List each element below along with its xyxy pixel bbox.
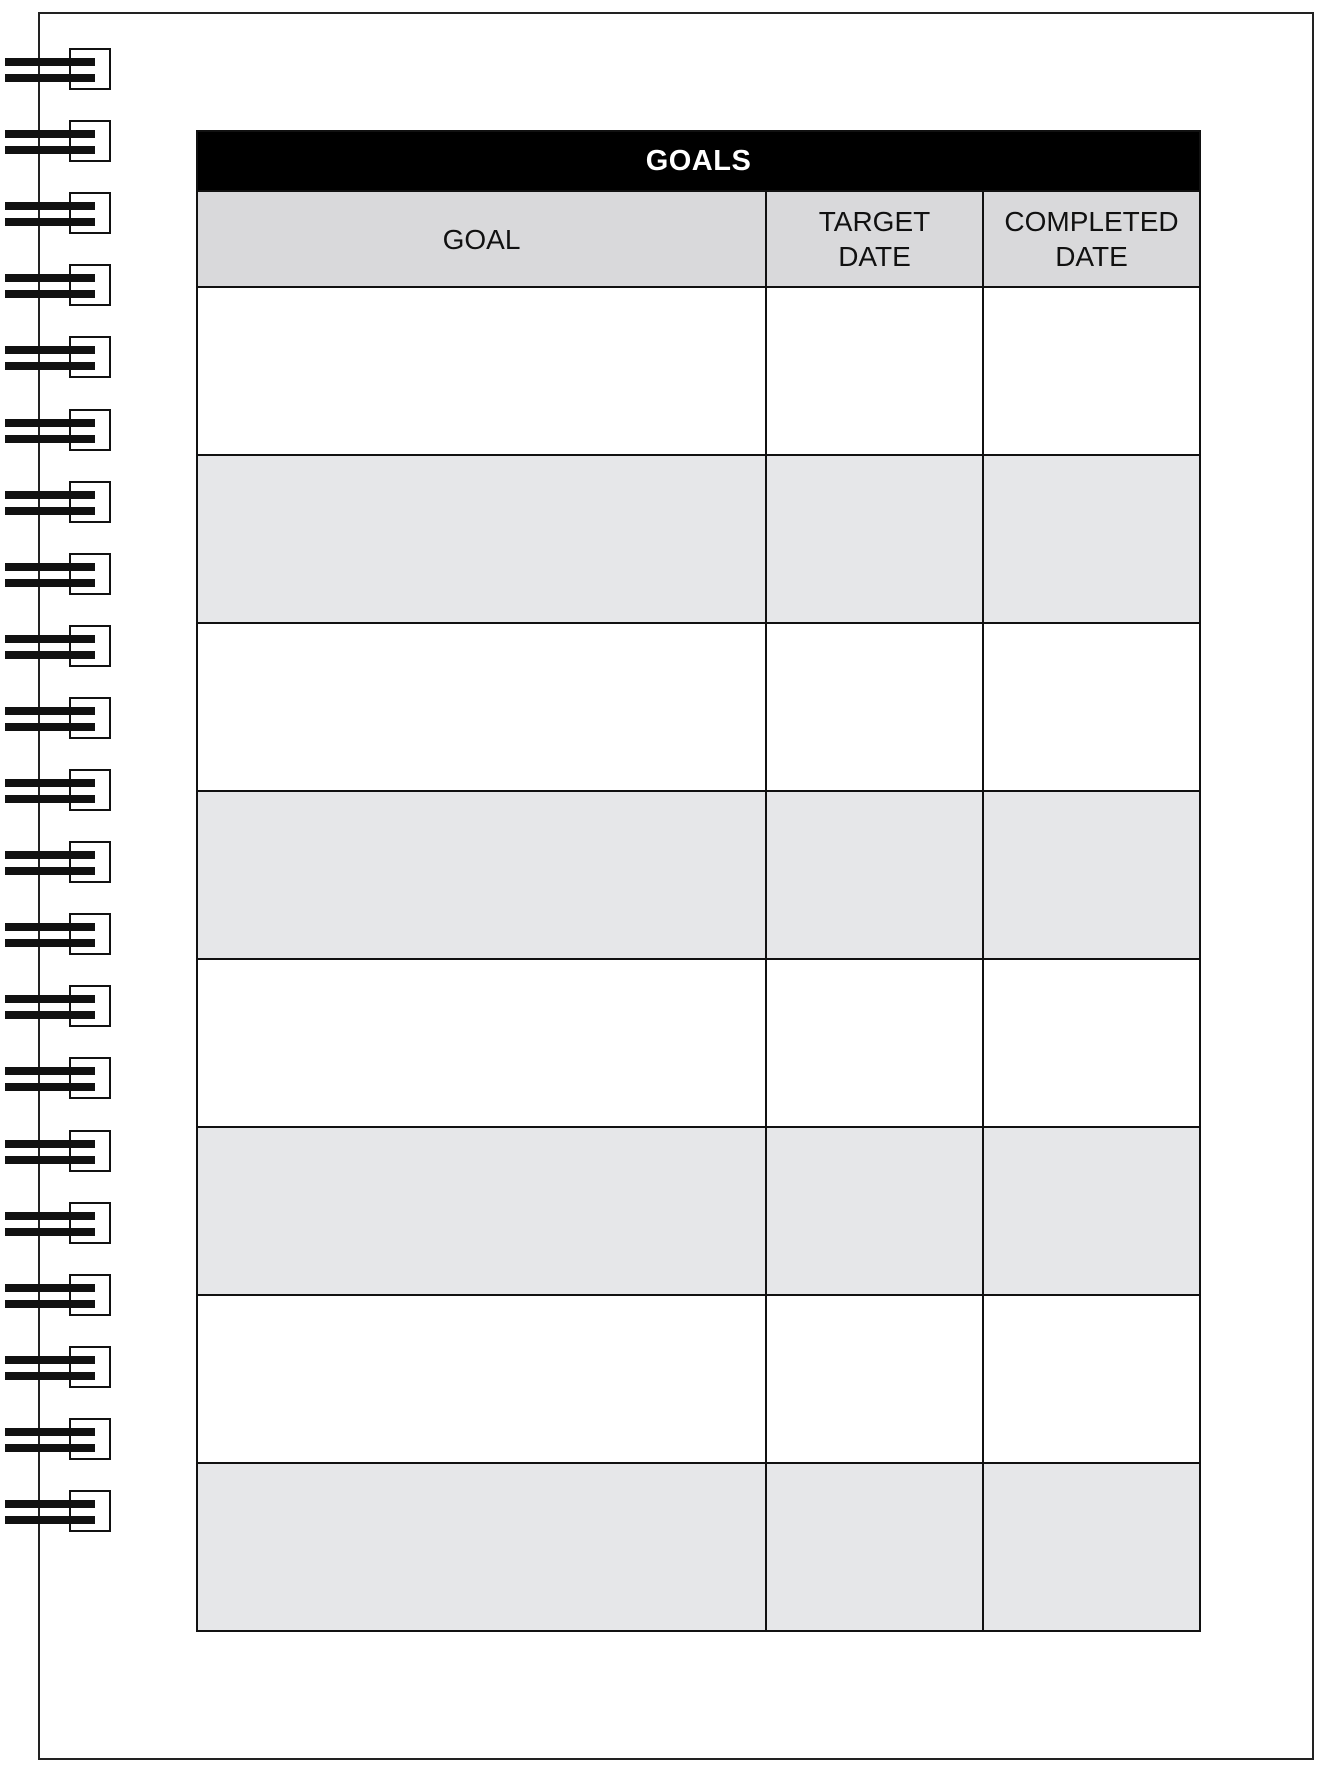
binding-hole	[69, 1418, 111, 1460]
spiral-wire	[5, 1516, 95, 1524]
spiral-wire	[5, 1444, 95, 1452]
spiral-wire	[5, 923, 95, 931]
spiral-ring	[0, 697, 116, 743]
binding-hole	[69, 1274, 111, 1316]
spiral-binding	[0, 0, 120, 1772]
spiral-ring	[0, 553, 116, 599]
table-title-row	[197, 131, 1200, 191]
target-date-cell[interactable]	[766, 287, 983, 455]
table-body	[197, 287, 1200, 1631]
spiral-wire	[5, 1356, 95, 1364]
spiral-wire	[5, 1156, 95, 1164]
binding-hole	[69, 48, 111, 90]
spiral-wire	[5, 939, 95, 947]
completed-date-cell[interactable]	[983, 1463, 1200, 1631]
target-date-cell[interactable]	[766, 959, 983, 1127]
spiral-ring	[0, 264, 116, 310]
spiral-wire	[5, 1067, 95, 1075]
table-title: GOALS	[197, 131, 1200, 191]
spiral-wire	[5, 362, 95, 370]
spiral-ring	[0, 336, 116, 382]
spiral-wire	[5, 1011, 95, 1019]
spiral-wire	[5, 1284, 95, 1292]
spiral-ring	[0, 409, 116, 455]
spiral-ring	[0, 841, 116, 887]
spiral-ring	[0, 1490, 116, 1536]
spiral-wire	[5, 290, 95, 298]
table-row	[197, 623, 1200, 791]
goal-cell[interactable]	[197, 623, 766, 791]
spiral-ring	[0, 481, 116, 527]
completed-date-cell[interactable]	[983, 791, 1200, 959]
spiral-wire	[5, 74, 95, 82]
goal-cell[interactable]	[197, 287, 766, 455]
binding-hole	[69, 1490, 111, 1532]
binding-hole	[69, 1130, 111, 1172]
binding-hole	[69, 985, 111, 1027]
binding-hole	[69, 841, 111, 883]
binding-hole	[69, 553, 111, 595]
target-date-cell[interactable]	[766, 1295, 983, 1463]
binding-hole	[69, 913, 111, 955]
spiral-wire	[5, 274, 95, 282]
table-header-row	[197, 191, 1200, 287]
spiral-wire	[5, 1300, 95, 1308]
spiral-wire	[5, 491, 95, 499]
spiral-wire	[5, 779, 95, 787]
column-header-label: DATE	[1055, 241, 1128, 272]
table-row	[197, 1127, 1200, 1295]
binding-hole	[69, 1202, 111, 1244]
completed-date-cell[interactable]	[983, 623, 1200, 791]
table-row	[197, 959, 1200, 1127]
spiral-wire	[5, 635, 95, 643]
goal-cell[interactable]	[197, 455, 766, 623]
spiral-wire	[5, 1140, 95, 1148]
binding-hole	[69, 336, 111, 378]
spiral-wire	[5, 1083, 95, 1091]
binding-hole	[69, 697, 111, 739]
spiral-ring	[0, 625, 116, 671]
spiral-wire	[5, 507, 95, 515]
column-header-label: TARGET	[818, 206, 931, 237]
column-header-label: COMPLETED	[1004, 206, 1179, 237]
spiral-wire	[5, 218, 95, 226]
goal-cell[interactable]	[197, 959, 766, 1127]
column-header-target-date	[766, 191, 983, 287]
column-header-label: GOAL	[442, 223, 521, 255]
goal-cell[interactable]	[197, 1463, 766, 1631]
completed-date-cell[interactable]	[983, 455, 1200, 623]
spiral-wire	[5, 723, 95, 731]
goal-cell[interactable]	[197, 1127, 766, 1295]
spiral-ring	[0, 913, 116, 959]
spiral-wire	[5, 851, 95, 859]
spiral-wire	[5, 707, 95, 715]
spiral-ring	[0, 1346, 116, 1392]
spiral-wire	[5, 995, 95, 1003]
spiral-ring	[0, 48, 116, 94]
spiral-wire	[5, 1212, 95, 1220]
table-row	[197, 1463, 1200, 1631]
spiral-ring	[0, 985, 116, 1031]
spiral-wire	[5, 419, 95, 427]
target-date-cell[interactable]	[766, 791, 983, 959]
spiral-wire	[5, 130, 95, 138]
binding-hole	[69, 192, 111, 234]
target-date-cell[interactable]	[766, 455, 983, 623]
spiral-wire	[5, 202, 95, 210]
target-date-cell[interactable]	[766, 623, 983, 791]
table-row	[197, 287, 1200, 455]
completed-date-cell[interactable]	[983, 1127, 1200, 1295]
goal-cell[interactable]	[197, 1295, 766, 1463]
spiral-ring	[0, 192, 116, 238]
spiral-wire	[5, 579, 95, 587]
table-row	[197, 455, 1200, 623]
completed-date-cell[interactable]	[983, 1295, 1200, 1463]
column-header-label: DATE	[838, 241, 911, 272]
binding-hole	[69, 1057, 111, 1099]
completed-date-cell[interactable]	[983, 287, 1200, 455]
spiral-wire	[5, 1372, 95, 1380]
target-date-cell[interactable]	[766, 1463, 983, 1631]
binding-hole	[69, 120, 111, 162]
column-header-goal	[197, 191, 766, 287]
goal-cell[interactable]	[197, 791, 766, 959]
target-date-cell[interactable]	[766, 1127, 983, 1295]
spiral-wire	[5, 346, 95, 354]
spiral-ring	[0, 120, 116, 166]
spiral-wire	[5, 146, 95, 154]
table-row	[197, 791, 1200, 959]
spiral-wire	[5, 1228, 95, 1236]
spiral-ring	[0, 769, 116, 815]
spiral-ring	[0, 1130, 116, 1176]
spiral-wire	[5, 795, 95, 803]
binding-hole	[69, 625, 111, 667]
spiral-ring	[0, 1202, 116, 1248]
binding-hole	[69, 409, 111, 451]
spiral-wire	[5, 435, 95, 443]
binding-hole	[69, 769, 111, 811]
spiral-wire	[5, 58, 95, 66]
spiral-wire	[5, 867, 95, 875]
spiral-wire	[5, 563, 95, 571]
binding-hole	[69, 264, 111, 306]
spiral-wire	[5, 651, 95, 659]
binding-hole	[69, 1346, 111, 1388]
spiral-ring	[0, 1418, 116, 1464]
spiral-ring	[0, 1057, 116, 1103]
spiral-ring	[0, 1274, 116, 1320]
spiral-wire	[5, 1428, 95, 1436]
binding-hole	[69, 481, 111, 523]
column-header-completed-date	[983, 191, 1200, 287]
completed-date-cell[interactable]	[983, 959, 1200, 1127]
goals-table	[196, 130, 1201, 1632]
table-row	[197, 1295, 1200, 1463]
spiral-wire	[5, 1500, 95, 1508]
